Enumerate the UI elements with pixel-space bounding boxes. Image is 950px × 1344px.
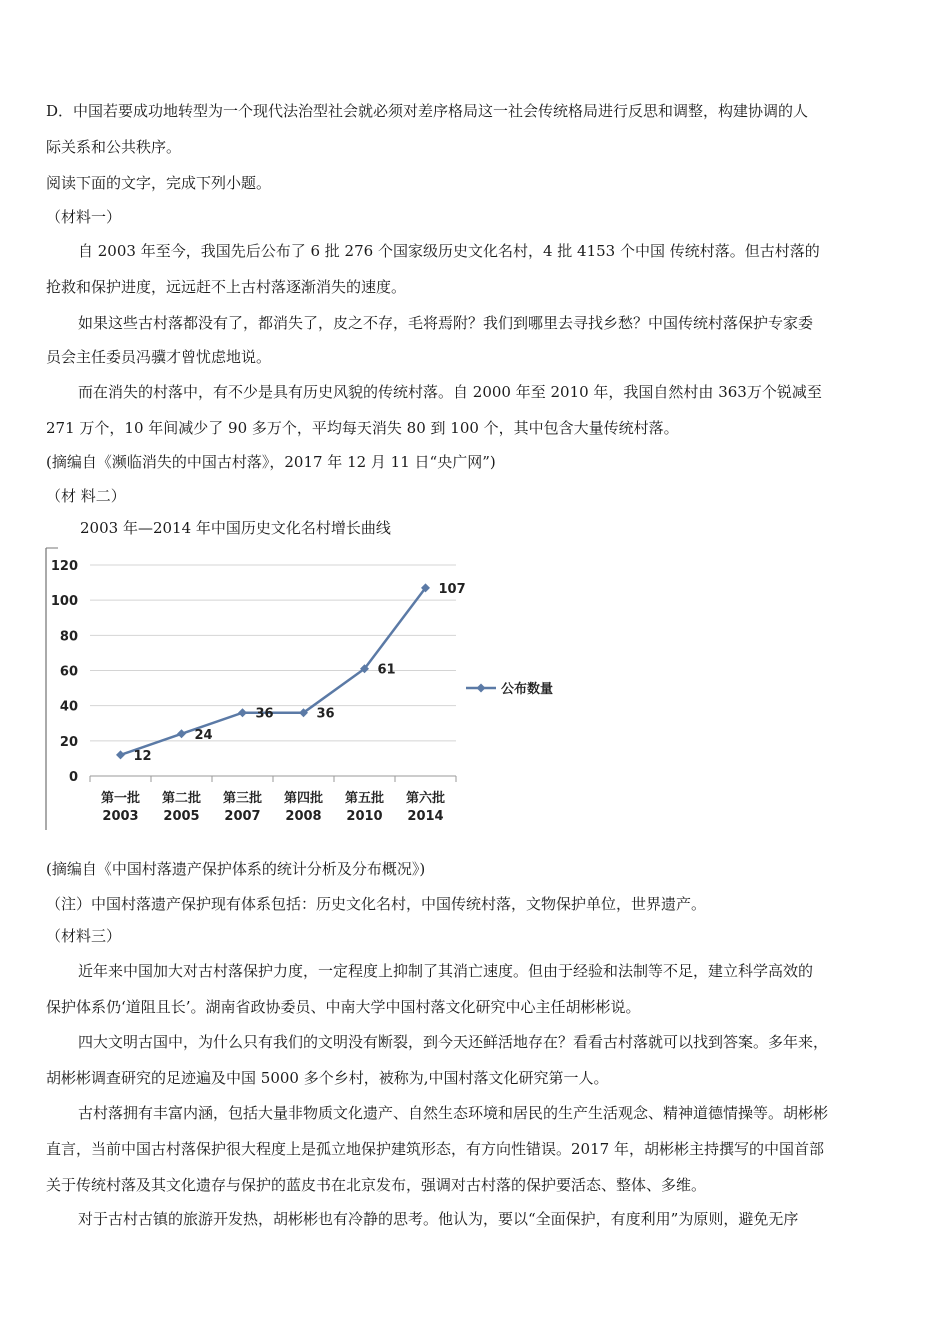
x-tick-label: 第三批 <box>222 791 263 806</box>
data-label: 24 <box>194 727 213 743</box>
x-tick-label: 第五批 <box>344 791 385 806</box>
data-label: 36 <box>316 706 335 722</box>
material3-p3-line1: 古村落拥有丰富内涵，包括大量非物质文化遗产、自然生态环境和居民的生产生活观念、精神道德情操等。胡彬彬 <box>78 1104 829 1122</box>
y-tick-label: 80 <box>59 629 78 645</box>
data-point <box>177 729 186 738</box>
x-tick-label: 2005 <box>163 809 200 824</box>
data-point <box>116 750 125 759</box>
y-tick-label: 0 <box>68 770 78 785</box>
material3-p1-line1: 近年来中国加大对古村落保护力度，一定程度上抑制了其消亡速度。但由于经验和法制等不足，建立科学高效的 <box>78 962 814 980</box>
y-tick-label: 120 <box>50 559 78 574</box>
material1-p2-line2: 员会主任委员冯骥才曾忧虑地说。 <box>46 348 272 366</box>
data-label: 36 <box>255 706 274 722</box>
option-d-line2: 际关系和公共秩序。 <box>46 138 182 156</box>
material1-p3-line1: 而在消失的村落中，有不少是具有历史风貌的传统村落。自 2000 年至 2010 年，我国自然村由 363万个锐减至 <box>78 383 822 401</box>
material3-p2-line2: 胡彬彬调查研究的足迹遍及中国 5000 多个乡村，被称为,中国村落文化研究第一人。 <box>46 1069 609 1087</box>
x-tick-label: 第四批 <box>283 791 324 806</box>
x-tick-label: 2007 <box>224 809 261 824</box>
material3-p3-line3: 关于传统村落及其文化遗存与保护的蓝皮书在北京发布，强调对古村落的保护要活态、整体、多维。 <box>46 1176 707 1194</box>
reading-instruction: 阅读下面的文字，完成下列小题。 <box>46 174 272 192</box>
x-tick-label: 第六批 <box>405 791 446 806</box>
material1-p1-line2: 抢救和保护进度，远远赶不上古村落逐渐消失的速度。 <box>46 278 407 296</box>
y-tick-label: 40 <box>59 699 78 715</box>
material3-p4-line1: 对于古村古镇的旅游开发热，胡彬彬也有冷静的思考。他认为，要以“全面保护，有度利用”为原则，避免无序 <box>78 1210 799 1228</box>
material1-heading: （材料一） <box>46 208 122 226</box>
material3-p1-line2: 保护体系仍‘道阻且长’。湖南省政协委员、中南大学中国村落文化研究中心主任胡彬彬说。 <box>46 998 641 1016</box>
data-point <box>238 708 247 717</box>
growth-line-chart <box>38 540 578 835</box>
material1-p3-line2: 271 万个，10 年间减少了 90 多万个，平均每天消失 80 到 100 个，其中包含大量传统村落。 <box>46 419 679 437</box>
y-tick-label: 60 <box>59 664 78 680</box>
y-tick-label: 100 <box>50 594 78 610</box>
chart-title: 2003 年—2014 年中国历史文化名村增长曲线 <box>80 519 391 537</box>
material1-p1-line1: 自 2003 年至今，我国先后公布了 6 批 276 个国家级历史文化名村，4 批 4153 个中国 传统村落。但古村落的 <box>78 242 820 260</box>
x-tick-label: 2003 <box>102 809 139 824</box>
material1-p2-line1: 如果这些古村落都没有了，都消失了，皮之不存，毛将焉附？我们到哪里去寻找乡愁？中国传统村落保护专家委 <box>78 314 814 332</box>
data-label: 61 <box>377 662 396 678</box>
material2-source: (摘编自《中国村落遗产保护体系的统计分析及分布概况》) <box>46 860 426 878</box>
material3-p3-line2: 直言，当前中国古村落保护很大程度上是孤立地保护建筑形态，有方向性错误。2017 年，胡彬彬主持撰写的中国首部 <box>46 1140 824 1158</box>
x-tick-label: 2014 <box>407 809 444 824</box>
x-tick-label: 第一批 <box>100 791 141 806</box>
material1-source: (摘编自《濒临消失的中国古村落》，2017 年 12 月 11 日“央广网”) <box>46 453 496 471</box>
legend-marker <box>477 684 486 693</box>
data-label: 12 <box>133 748 152 764</box>
data-label: 107 <box>438 581 466 597</box>
x-tick-label: 2010 <box>346 809 383 824</box>
material3-heading: （材料三） <box>46 927 122 945</box>
x-tick-label: 2008 <box>285 809 322 824</box>
x-tick-label: 第二批 <box>161 791 202 806</box>
material3-p2-line1: 四大文明古国中，为什么只有我们的文明没有断裂，到今天还鲜活地存在？看看古村落就可以找到答案。多年来， <box>78 1033 829 1051</box>
y-tick-label: 20 <box>59 734 78 750</box>
option-d-line1: D．中国若要成功地转型为一个现代法治型社会就必须对差序格局这一社会传统格局进行反思和调整，构建协调的人 <box>46 102 809 120</box>
material2-note: （注）中国村落遗产保护现有体系包括：历史文化名村，中国传统村落，文物保护单位，世界遗产。 <box>46 895 707 913</box>
legend-label: 公布数量 <box>501 682 554 697</box>
material2-heading: （材 料二） <box>46 487 126 505</box>
